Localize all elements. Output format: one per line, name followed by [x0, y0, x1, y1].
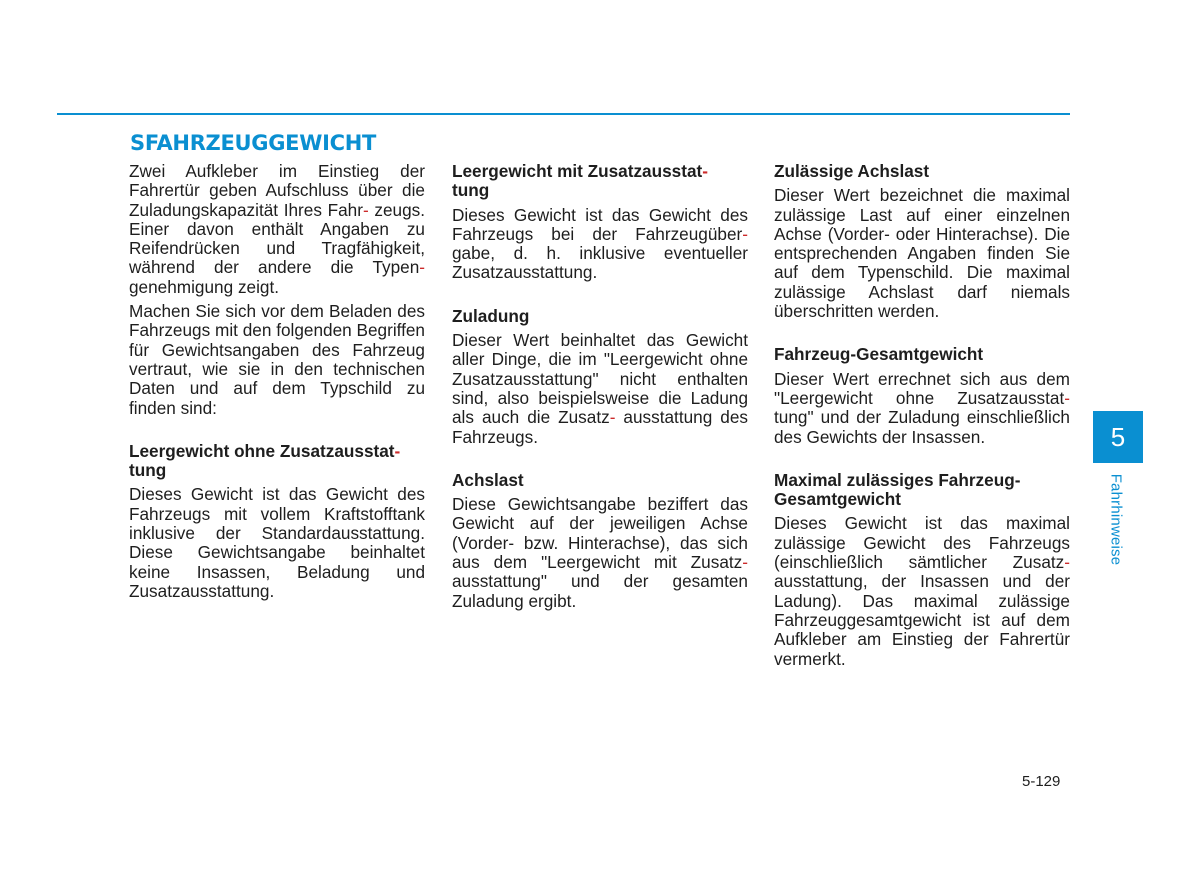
paragraph-zulaessige-achslast: Dieser Wert bezeichnet die maximal zulässige Last auf einer einzelnen Achse (Vorder- oder Hinterachse). Die entsprechenden Angaben finden Sie auf dem Typenschild. Die maximal zulässige Achslast darf niemals überschritten werden. [774, 185, 1070, 322]
paragraph-leergewicht-ohne: Dieses Gewicht ist das Gewicht des Fahrzeugs mit vollem Kraftstofftank inklusive der Standardausstattung. Diese Gewichtsangabe beinhaltet keine Insassen, Beladung und Zusatzausstattung. [129, 484, 425, 601]
heading-achslast: Achslast [452, 469, 524, 490]
section-title: SFAHRZEUGGEWICHT [130, 131, 376, 155]
paragraph-leergewicht-mit: Dieses Gewicht ist das Gewicht des Fahrzeugs bei der Fahrzeugüber- gabe, d. h. inklusive eventueller Zusatzausstattung. [452, 204, 748, 283]
column-3 [774, 162, 1070, 674]
chapter-number-tab: 5 [1093, 411, 1143, 463]
column-1 [129, 162, 425, 606]
paragraph-zuladung: Dieser Wert beinhaltet das Gewicht aller Dinge, die im "Leergewicht ohne Zusatzausstattung" nicht enthalten sind, also beispielsweise die Ladung als auch die Zusatz- ausstattung des Fahrzeugs. [452, 330, 748, 447]
heading-gesamtgewicht: Fahrzeug-Gesamtgewicht [774, 344, 984, 365]
chapter-label-text: Fahrhinweise [1107, 473, 1125, 566]
heading-leergewicht-ohne: Leergewicht ohne Zusatzausstat- tung [129, 440, 401, 481]
paragraph-max-gesamtgewicht: Dieses Gewicht ist das maximal zulässige Gewicht des Fahrzeugs (einschließlich sämtlicher Zusatz- ausstattung, der Insassen und der Ladung). Das maximal zulässige Fahrzeuggesamtgewicht ist auf dem Aufkleber am Einstieg der Fahrertür vermerkt. [774, 513, 1070, 669]
terms-intro-paragraph: Machen Sie sich vor dem Beladen des Fahrzeugs mit den folgenden Begriffen für Gewichtsangaben des Fahrzeug vertraut, wie sie in den technischen Daten und auf dem Typschild zu finden sind: [129, 301, 425, 418]
page-number: 5-129 [1022, 773, 1061, 790]
heading-max-gesamtgewicht: Maximal zulässiges Fahrzeug-Gesamtgewicht [774, 469, 1021, 510]
heading-leergewicht-mit: Leergewicht mit Zusatzausstat- tung [452, 161, 708, 201]
heading-zulaessige-achslast: Zulässige Achslast [774, 161, 930, 181]
heading-zuladung: Zuladung [452, 305, 530, 326]
column-2 [452, 162, 748, 616]
intro-paragraph: Zwei Aufkleber im Einstieg der Fahrertür geben Aufschluss über die Zuladungskapazität Ihres Fahr- zeugs. Einer davon enthält Angaben zu Reifendrücken und Tragfähigkeit, während der andere die Typen- genehmigung zeigt. [129, 161, 425, 297]
chapter-label [1108, 475, 1128, 575]
header-rule [57, 113, 1070, 115]
paragraph-achslast: Diese Gewichtsangabe beziffert das Gewicht auf der jeweiligen Achse (Vorder- bzw. Hinterachse), das sich aus dem "Leergewicht mit Zusatz- ausstattung" und der gesamten Zuladung ergibt. [452, 494, 748, 611]
paragraph-gesamtgewicht: Dieser Wert errechnet sich aus dem "Leergewicht ohne Zusatzausstat- tung" und der Zuladung einschließlich des Gewichts der Insassen. [774, 368, 1070, 447]
